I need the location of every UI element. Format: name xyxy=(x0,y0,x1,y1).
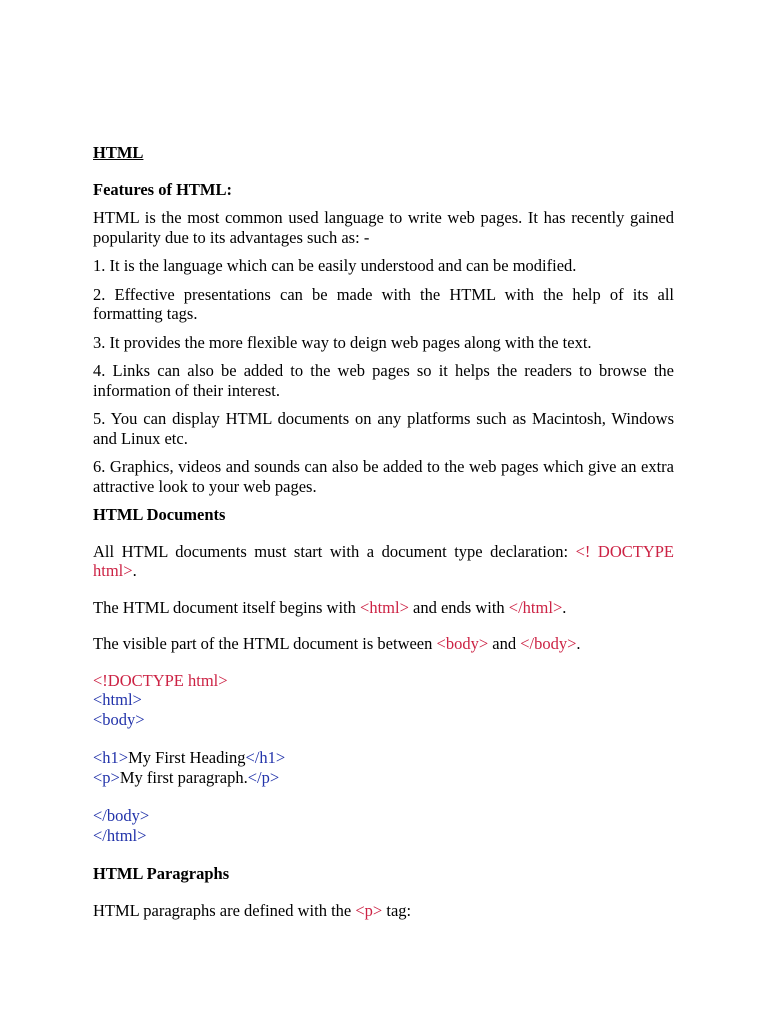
code-p-text: My first paragraph. xyxy=(119,767,248,787)
sentence-end: . xyxy=(562,597,567,617)
code-h1-close: </h1> xyxy=(245,748,286,767)
code-h1-line xyxy=(93,748,674,768)
code-h1-open: <h1> xyxy=(93,748,129,767)
code-p-open: <p> xyxy=(93,767,120,787)
html-tag-sentence xyxy=(93,598,674,618)
html-close-code: </html> xyxy=(508,597,563,617)
sentence-text: The HTML document itself begins with xyxy=(93,597,361,617)
feature-point: 6. Graphics, videos and sounds can also be added to the web pages which give an extra attractive look to your web pages. xyxy=(93,457,674,496)
sentence-end: . xyxy=(576,634,581,653)
example-code-block-middle xyxy=(93,748,674,787)
code-html-open: <html> xyxy=(93,690,142,709)
sentence-mid: and ends with xyxy=(408,597,509,617)
document-title: HTML xyxy=(93,143,144,162)
example-code-block-bottom xyxy=(93,806,674,845)
code-p-line xyxy=(93,768,674,788)
feature-point: 1. It is the language which can be easily understood and can be modified. xyxy=(93,256,577,275)
code-html-close: </html> xyxy=(93,825,147,845)
feature-point: 2. Effective presentations can be made with the HTML with the help of its all formatting tags. xyxy=(93,284,674,323)
sentence-end: tag: xyxy=(382,900,412,920)
documents-heading: HTML Documents xyxy=(93,505,226,524)
body-open-code: <body> xyxy=(436,634,489,653)
feature-point: 5. You can display HTML documents on any platforms such as Macintosh, Windows and Linux etc. xyxy=(93,409,674,448)
code-body-open: <body> xyxy=(93,709,145,729)
feature-point: 3. It provides the more flexible way to deign web pages along with the text. xyxy=(93,332,592,352)
sentence-mid: and xyxy=(488,634,521,653)
sentence-text: The visible part of the HTML document is between xyxy=(93,634,437,653)
code-h1-text: My First Heading xyxy=(128,748,246,767)
intro-paragraph: HTML is the most common used language to write web pages. It has recently gained popularity due to its advantages such as: - xyxy=(93,208,674,247)
paragraphs-sentence xyxy=(93,901,674,921)
body-close-code: </body> xyxy=(520,634,577,653)
sentence-text: HTML paragraphs are defined with the xyxy=(93,900,356,920)
example-code-block-top xyxy=(93,671,674,730)
sentence-end: . xyxy=(132,561,137,580)
feature-point: 4. Links can also be added to the web pages so it helps the readers to browse the information of their interest. xyxy=(93,361,674,400)
html-open-code: <html> xyxy=(360,597,409,617)
code-doctype: <!DOCTYPE html> xyxy=(93,670,228,690)
doctype-code: <! DOCTYPE html> xyxy=(93,541,674,580)
paragraphs-heading: HTML Paragraphs xyxy=(93,864,230,883)
code-body-close: </body> xyxy=(93,806,150,825)
code-p-close: </p> xyxy=(247,767,280,787)
document-page xyxy=(93,143,674,929)
doctype-sentence xyxy=(93,542,674,581)
sentence-text: All HTML documents must start with a document type declaration: xyxy=(93,541,576,561)
p-tag-code: <p> xyxy=(355,900,383,920)
features-heading: Features of HTML: xyxy=(93,179,233,199)
body-tag-sentence xyxy=(93,634,674,654)
